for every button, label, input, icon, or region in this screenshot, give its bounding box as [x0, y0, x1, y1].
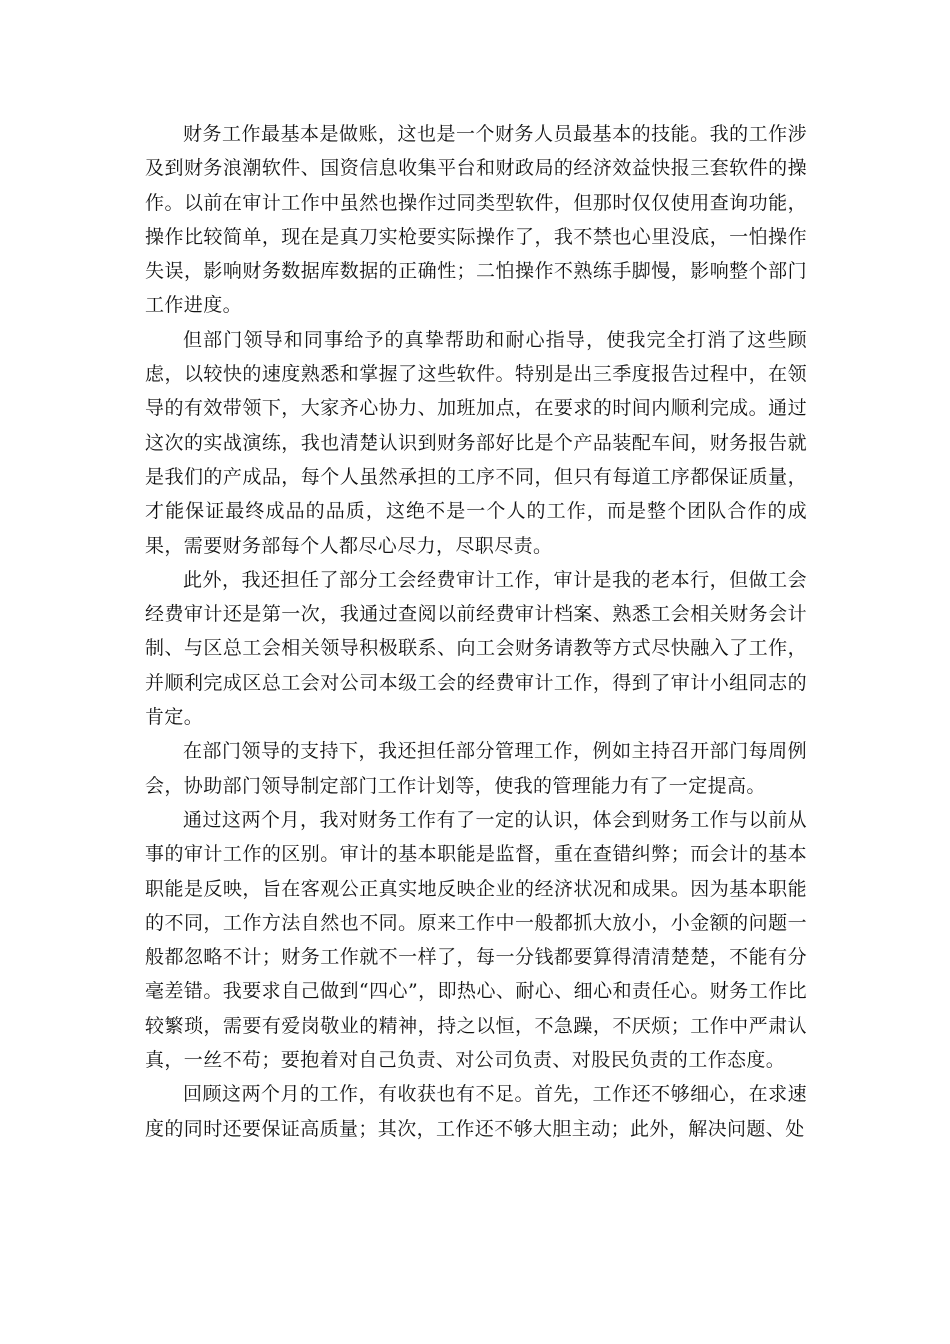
paragraph-management: 在部门领导的支持下，我还担任部分管理工作，例如主持召开部门每周例会，协助部门领导制定部门工作计划等，使我的管理能力有了一定提高。	[145, 740, 807, 797]
paragraph-union-audit: 此外，我还担任了部分工会经费审计工作，审计是我的老本行，但做工会经费审计还是第一次，我通过查阅以前经费审计档案、熟悉工会相关财务会计制、与区总工会相关领导积极联系、向工会财务请教等方式尽快融入了工作，并顺利完成区总工会对公司本级工会的经费审计工作，得到了审计小组同志的肯定。	[145, 568, 807, 729]
paragraph-bookkeeping: 财务工作最基本是做账，这也是一个财务人员最基本的技能。我的工作涉及到财务浪潮软件、国资信息收集平台和财政局的经济效益快报三套软件的操作。以前在审计工作中虽然也操作过同类型软件，但那时仅仅使用查询功能，操作比较简单，现在是真刀实枪要实际操作了，我不禁也心里没底，一怕操作失误，影响财务数据库数据的正确性；二怕操作不熟练手脚慢，影响整个部门工作进度。	[145, 123, 807, 317]
paragraph-reflection: 通过这两个月，我对财务工作有了一定的认识，体会到财务工作与以前从事的审计工作的区别。审计的基本职能是监督，重在查错纠弊；而会计的基本职能是反映，旨在客观公正真实地反映企业的经济状况和成果。因为基本职能的不同，工作方法自然也不同。原来工作中一般都抓大放小，小金额的问题一般都忽略不计；财务工作就不一样了，每一分钱都要算得清清楚楚，不能有分毫差错。我要求自己做到“四心”，即热心、耐心、细心和责任心。财务工作比较繁琐，需要有爱岗敬业的精神，持之以恒，不急躁，不厌烦；工作中严肃认真，一丝不苟；要抱着对自己负责、对公司负责、对股民负责的工作态度。	[145, 808, 807, 1072]
paragraph-review: 回顾这两个月的工作，有收获也有不足。首先，工作还不够细心，在求速度的同时还要保证高质量；其次，工作还不够大胆主动；此外，解决问题、处	[145, 1083, 807, 1140]
paragraph-team-support: 但部门领导和同事给予的真挚帮助和耐心指导，使我完全打消了这些顾虑，以较快的速度熟悉和掌握了这些软件。特别是出三季度报告过程中，在领导的有效带领下，大家齐心协力、加班加点，在要求的时间内顺利完成。通过这次的实战演练，我也清楚认识到财务部好比是个产品装配车间，财务报告就是我们的产成品，每个人虽然承担的工序不同，但只有每道工序都保证质量，才能保证最终成品的品质，这绝不是一个人的工作，而是整个团队合作的成果，需要财务部每个人都尽心尽力，尽职尽责。	[145, 328, 807, 557]
document-body	[145, 117, 807, 1146]
